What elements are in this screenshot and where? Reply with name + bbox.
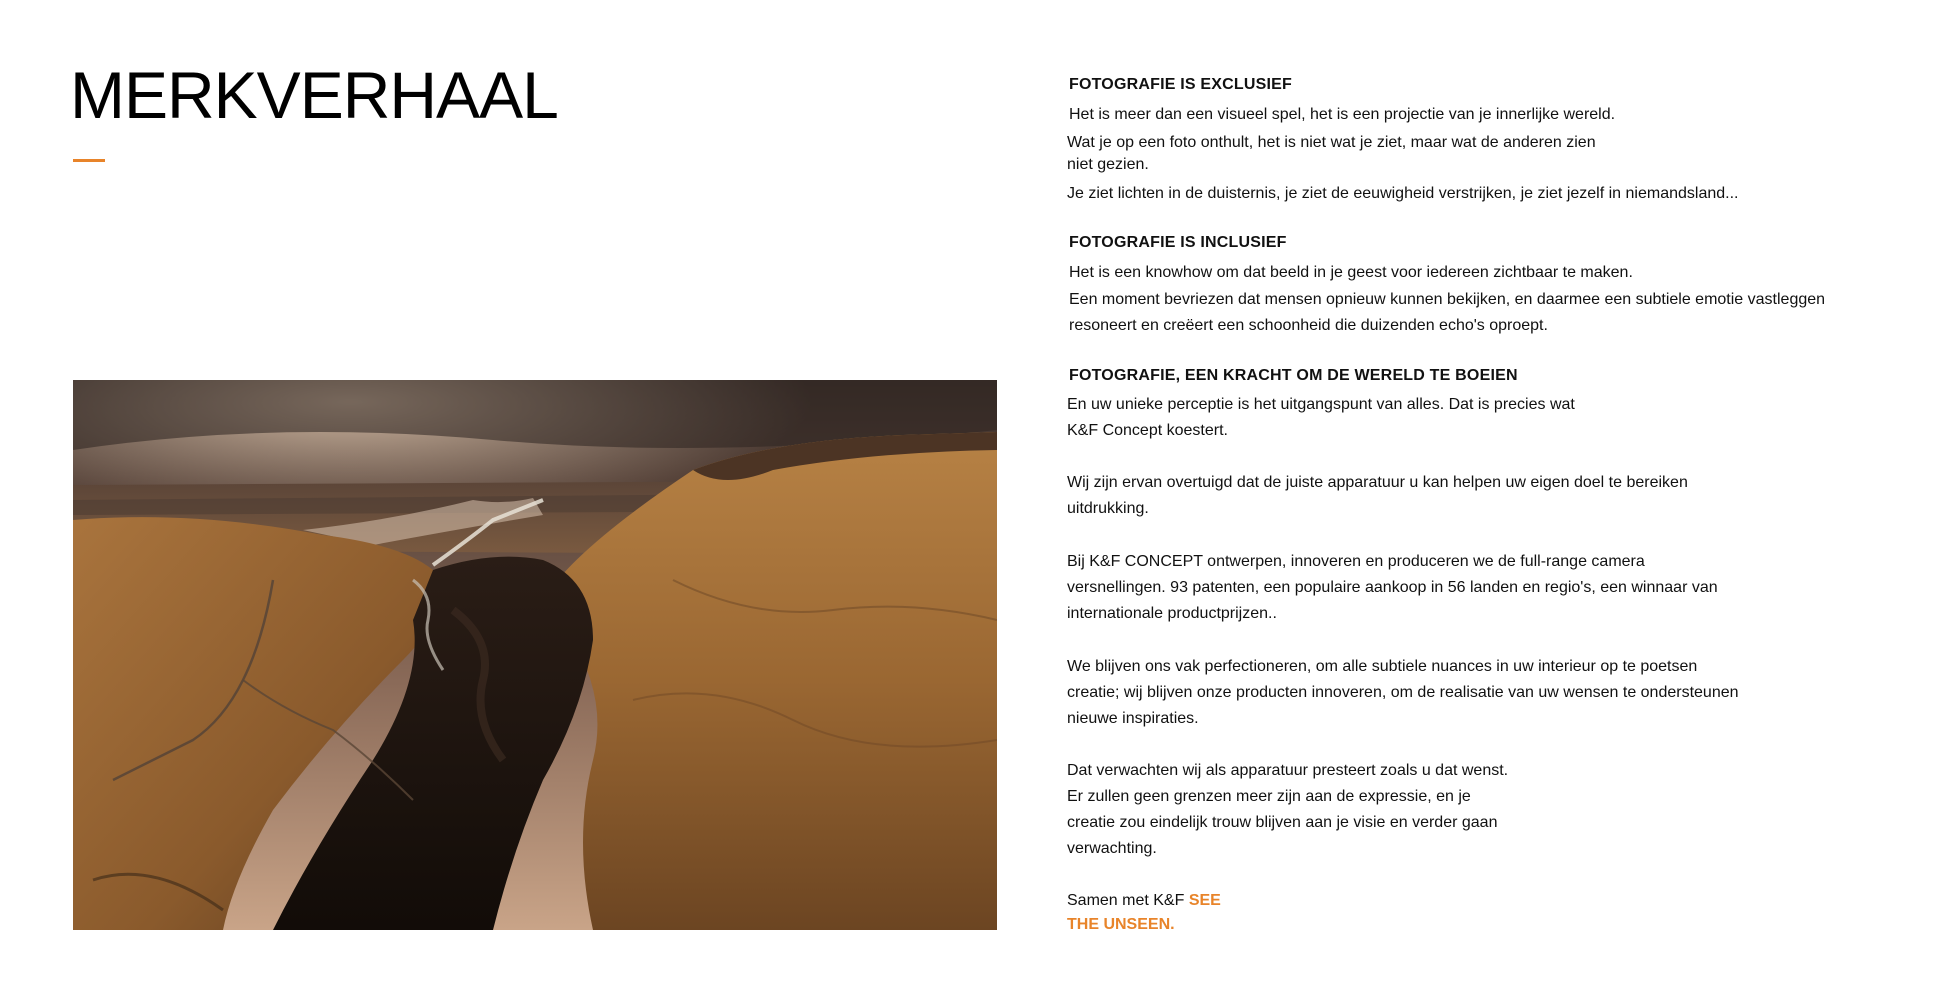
- section-heading: FOTOGRAFIE IS INCLUSIEF: [1069, 234, 1287, 251]
- text-line: Er zullen geen grenzen meer zijn aan de expressie, en je: [1067, 788, 1471, 805]
- text-line: niet gezien.: [1067, 156, 1149, 173]
- text-line: En uw unieke perceptie is het uitgangspunt van alles. Dat is precies wat: [1067, 396, 1575, 413]
- text-line: Een moment bevriezen dat mensen opnieuw kunnen bekijken, en daarmee een subtiele emotie vastleggen: [1069, 291, 1826, 308]
- text-line: Wij zijn ervan overtuigd dat de juiste apparatuur u kan helpen uw eigen doel te bereiken: [1067, 474, 1688, 491]
- title-accent-bar: [73, 159, 105, 162]
- closing-accent-see: SEE: [1188, 892, 1221, 909]
- text-line: Het is meer dan een visueel spel, het is een projectie van je innerlijke wereld.: [1069, 106, 1616, 123]
- text-line: Wat je op een foto onthult, het is niet wat je ziet, maar wat de anderen zien: [1067, 134, 1596, 151]
- section-heading: FOTOGRAFIE IS EXCLUSIEF: [1069, 76, 1292, 93]
- text-line: uitdrukking.: [1067, 500, 1149, 517]
- closing-line: [1067, 888, 1221, 914]
- text-line: versnellingen. 93 patenten, een populaire aankoop in 56 landen en regio's, een winnaar van: [1067, 579, 1718, 596]
- text-line: internationale productprijzen..: [1067, 605, 1277, 622]
- section-heading: FOTOGRAFIE, EEN KRACHT OM DE WERELD TE BOEIEN: [1069, 367, 1518, 384]
- text-line: Je ziet lichten in de duisternis, je ziet de eeuwigheid verstrijken, je ziet jezelf in niemandsland...: [1067, 185, 1739, 202]
- text-line: Het is een knowhow om dat beeld in je geest voor iedereen zichtbaar te maken.: [1069, 264, 1633, 281]
- text-line: creatie zou eindelijk trouw blijven aan je visie en verder gaan: [1067, 814, 1498, 831]
- text-line: creatie; wij blijven onze producten innoveren, om de realisatie van uw wensen te ondersteunen: [1067, 684, 1739, 701]
- closing-accent-unseen: THE UNSEEN.: [1067, 916, 1175, 933]
- text-line: resoneert en creëert een schoonheid die duizenden echo's oproept.: [1069, 317, 1548, 334]
- text-line: verwachting.: [1067, 840, 1157, 857]
- text-line: Bij K&F CONCEPT ontwerpen, innoveren en produceren we de full-range camera: [1067, 553, 1645, 570]
- text-line: Dat verwachten wij als apparatuur presteert zoals u dat wenst.: [1067, 762, 1509, 779]
- text-line: K&F Concept koestert.: [1067, 422, 1228, 439]
- page-title: MERKVERHAAL: [70, 58, 558, 132]
- canyon-photo: [73, 380, 997, 930]
- closing-prefix: Samen met K&F: [1067, 892, 1189, 909]
- text-line: We blijven ons vak perfectioneren, om alle subtiele nuances in uw interieur op te poetsen: [1067, 658, 1698, 675]
- text-line: nieuwe inspiraties.: [1067, 710, 1199, 727]
